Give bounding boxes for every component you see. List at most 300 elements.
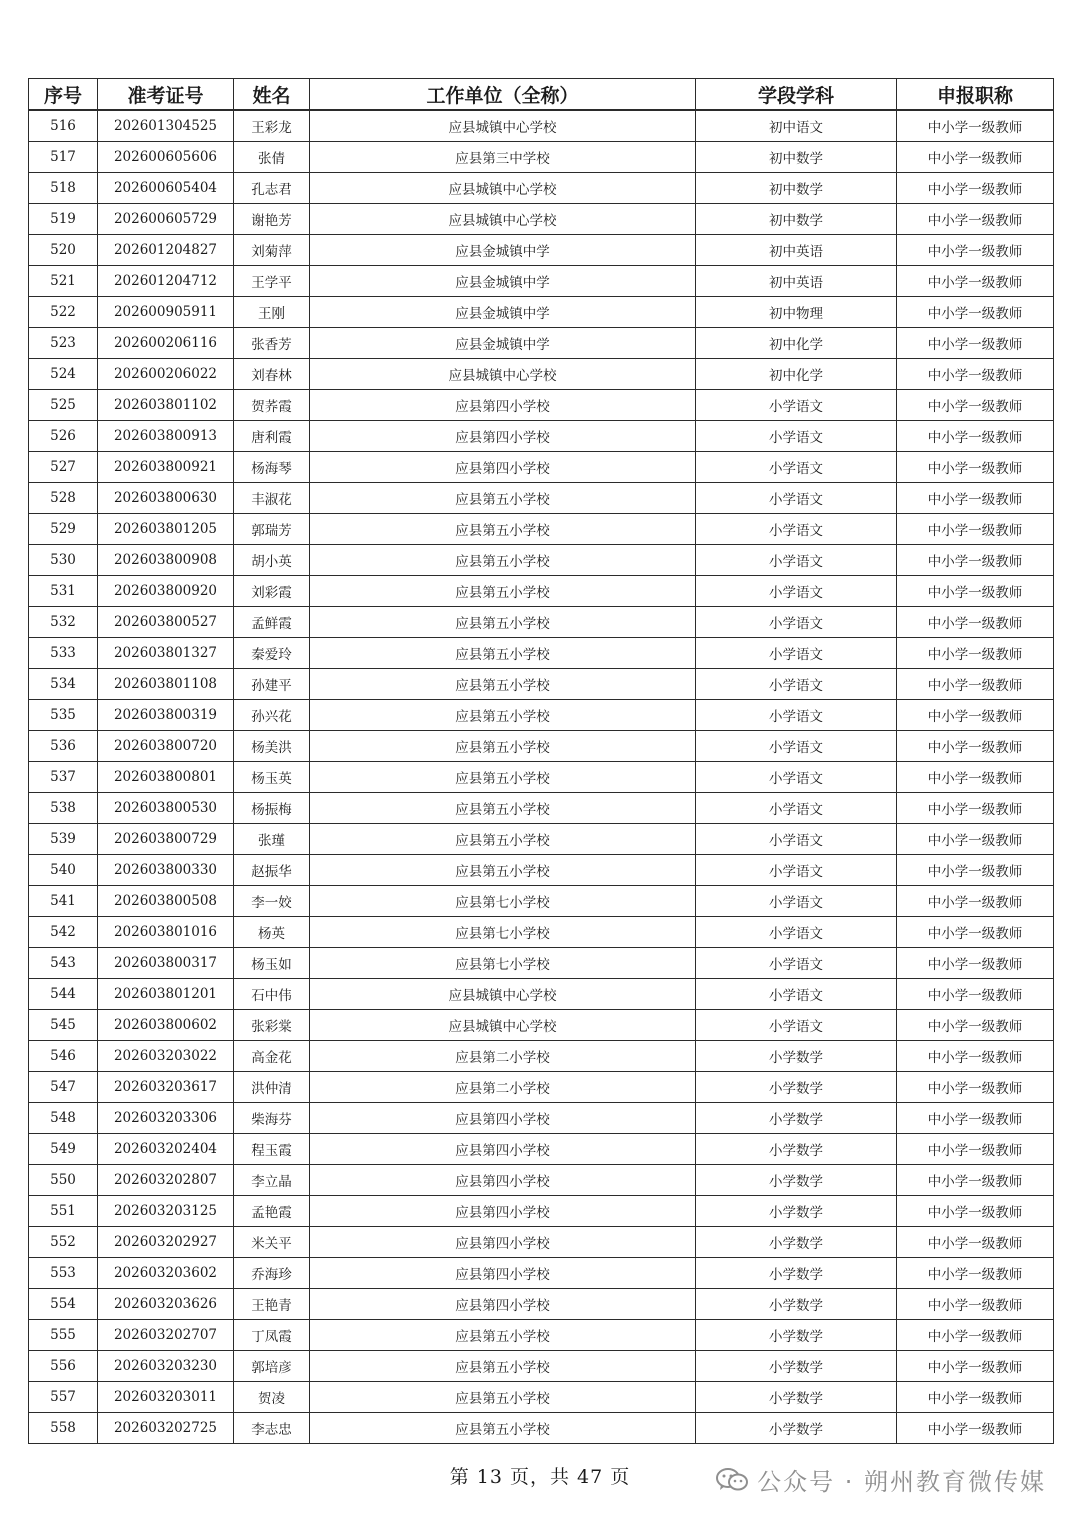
cell-name: 胡小英 bbox=[234, 545, 310, 576]
cell-name: 张彩棠 bbox=[234, 1010, 310, 1041]
cell-title: 中小学一级教师 bbox=[897, 452, 1054, 483]
cell-workplace: 应县第四小学校 bbox=[310, 1165, 696, 1196]
cell-exam-id: 202600905911 bbox=[98, 297, 234, 328]
cell-exam-id: 202603203626 bbox=[98, 1289, 234, 1320]
cell-title: 中小学一级教师 bbox=[897, 576, 1054, 607]
cell-seq: 528 bbox=[29, 483, 98, 514]
cell-name: 杨玉如 bbox=[234, 948, 310, 979]
cell-name: 丰淑花 bbox=[234, 483, 310, 514]
cell-title: 中小学一级教师 bbox=[897, 328, 1054, 359]
cell-workplace: 应县第五小学校 bbox=[310, 576, 696, 607]
cell-name: 孙建平 bbox=[234, 669, 310, 700]
cell-exam-id: 202603203011 bbox=[98, 1382, 234, 1413]
table-row bbox=[29, 1382, 1054, 1413]
table-row bbox=[29, 1165, 1054, 1196]
cell-title: 中小学一级教师 bbox=[897, 793, 1054, 824]
cell-exam-id: 202603801201 bbox=[98, 979, 234, 1010]
cell-subject: 小学语文 bbox=[696, 979, 897, 1010]
cell-workplace: 应县第五小学校 bbox=[310, 731, 696, 762]
table-row bbox=[29, 297, 1054, 328]
cell-exam-id: 202600206022 bbox=[98, 359, 234, 390]
cell-subject: 小学语文 bbox=[696, 824, 897, 855]
cell-workplace: 应县第三中学校 bbox=[310, 142, 696, 173]
cell-exam-id: 202603800908 bbox=[98, 545, 234, 576]
cell-exam-id: 202603202725 bbox=[98, 1413, 234, 1444]
cell-title: 中小学一级教师 bbox=[897, 390, 1054, 421]
cell-subject: 小学语文 bbox=[696, 483, 897, 514]
cell-subject: 小学数学 bbox=[696, 1227, 897, 1258]
cell-exam-id: 202603800319 bbox=[98, 700, 234, 731]
cell-seq: 517 bbox=[29, 142, 98, 173]
cell-exam-id: 202603801108 bbox=[98, 669, 234, 700]
watermark bbox=[715, 1462, 1046, 1497]
cell-title: 中小学一级教师 bbox=[897, 700, 1054, 731]
cell-workplace: 应县第五小学校 bbox=[310, 855, 696, 886]
table-row bbox=[29, 1227, 1054, 1258]
cell-seq: 527 bbox=[29, 452, 98, 483]
cell-exam-id: 202603800630 bbox=[98, 483, 234, 514]
cell-exam-id: 202600605404 bbox=[98, 173, 234, 204]
cell-exam-id: 202601204712 bbox=[98, 266, 234, 297]
cell-seq: 525 bbox=[29, 390, 98, 421]
table-row bbox=[29, 731, 1054, 762]
header-row bbox=[29, 79, 1054, 111]
cell-name: 贺荞霞 bbox=[234, 390, 310, 421]
cell-exam-id: 202603800913 bbox=[98, 421, 234, 452]
table-row bbox=[29, 359, 1054, 390]
cell-exam-id: 202603800530 bbox=[98, 793, 234, 824]
cell-seq: 540 bbox=[29, 855, 98, 886]
cell-workplace: 应县第五小学校 bbox=[310, 669, 696, 700]
cell-exam-id: 202600605729 bbox=[98, 204, 234, 235]
cell-workplace: 应县第五小学校 bbox=[310, 700, 696, 731]
cell-exam-id: 202603800317 bbox=[98, 948, 234, 979]
table-body bbox=[29, 110, 1054, 1444]
cell-seq: 551 bbox=[29, 1196, 98, 1227]
cell-seq: 535 bbox=[29, 700, 98, 731]
cell-name: 王彩龙 bbox=[234, 110, 310, 142]
table-row bbox=[29, 545, 1054, 576]
cell-exam-id: 202603203230 bbox=[98, 1351, 234, 1382]
cell-name: 王学平 bbox=[234, 266, 310, 297]
cell-name: 李立晶 bbox=[234, 1165, 310, 1196]
cell-subject: 小学语文 bbox=[696, 514, 897, 545]
cell-name: 王艳青 bbox=[234, 1289, 310, 1320]
table-row bbox=[29, 979, 1054, 1010]
table-row bbox=[29, 948, 1054, 979]
cell-name: 孟艳霞 bbox=[234, 1196, 310, 1227]
cell-subject: 小学语文 bbox=[696, 762, 897, 793]
cell-exam-id: 202601204827 bbox=[98, 235, 234, 266]
cell-workplace: 应县第四小学校 bbox=[310, 1103, 696, 1134]
table-row bbox=[29, 886, 1054, 917]
cell-subject: 小学语文 bbox=[696, 855, 897, 886]
cell-seq: 554 bbox=[29, 1289, 98, 1320]
table-row bbox=[29, 483, 1054, 514]
cell-name: 孔志君 bbox=[234, 173, 310, 204]
cell-workplace: 应县城镇中心学校 bbox=[310, 173, 696, 204]
cell-seq: 522 bbox=[29, 297, 98, 328]
cell-exam-id: 202603800527 bbox=[98, 607, 234, 638]
cell-workplace: 应县第五小学校 bbox=[310, 1413, 696, 1444]
cell-subject: 初中化学 bbox=[696, 328, 897, 359]
cell-subject: 小学语文 bbox=[696, 607, 897, 638]
cell-name: 洪仲清 bbox=[234, 1072, 310, 1103]
table-row bbox=[29, 1072, 1054, 1103]
cell-workplace: 应县第四小学校 bbox=[310, 390, 696, 421]
cell-subject: 小学数学 bbox=[696, 1041, 897, 1072]
cell-name: 李志忠 bbox=[234, 1413, 310, 1444]
cell-exam-id: 202603801102 bbox=[98, 390, 234, 421]
cell-subject: 小学数学 bbox=[696, 1072, 897, 1103]
cell-workplace: 应县城镇中心学校 bbox=[310, 204, 696, 235]
cell-seq: 556 bbox=[29, 1351, 98, 1382]
table-row bbox=[29, 638, 1054, 669]
cell-workplace: 应县第二小学校 bbox=[310, 1041, 696, 1072]
header-workplace: 工作单位（全称） bbox=[310, 79, 696, 111]
cell-title: 中小学一级教师 bbox=[897, 979, 1054, 1010]
table-row bbox=[29, 1320, 1054, 1351]
cell-seq: 541 bbox=[29, 886, 98, 917]
cell-subject: 初中物理 bbox=[696, 297, 897, 328]
cell-seq: 558 bbox=[29, 1413, 98, 1444]
cell-name: 丁凤霞 bbox=[234, 1320, 310, 1351]
table-row bbox=[29, 1351, 1054, 1382]
cell-title: 中小学一级教师 bbox=[897, 110, 1054, 142]
cell-workplace: 应县城镇中心学校 bbox=[310, 110, 696, 142]
table-row bbox=[29, 1010, 1054, 1041]
cell-name: 贺凌 bbox=[234, 1382, 310, 1413]
cell-workplace: 应县第五小学校 bbox=[310, 1351, 696, 1382]
cell-exam-id: 202603202927 bbox=[98, 1227, 234, 1258]
cell-seq: 547 bbox=[29, 1072, 98, 1103]
cell-title: 中小学一级教师 bbox=[897, 607, 1054, 638]
table-row bbox=[29, 669, 1054, 700]
cell-workplace: 应县第五小学校 bbox=[310, 824, 696, 855]
cell-title: 中小学一级教师 bbox=[897, 948, 1054, 979]
roster-table bbox=[28, 78, 1054, 1444]
cell-name: 石中伟 bbox=[234, 979, 310, 1010]
cell-title: 中小学一级教师 bbox=[897, 204, 1054, 235]
table-row bbox=[29, 173, 1054, 204]
header-name: 姓名 bbox=[234, 79, 310, 111]
cell-title: 中小学一级教师 bbox=[897, 1103, 1054, 1134]
cell-name: 谢艳芳 bbox=[234, 204, 310, 235]
cell-workplace: 应县第四小学校 bbox=[310, 1289, 696, 1320]
cell-workplace: 应县第五小学校 bbox=[310, 1382, 696, 1413]
header-seq: 序号 bbox=[29, 79, 98, 111]
cell-workplace: 应县第七小学校 bbox=[310, 886, 696, 917]
cell-workplace: 应县城镇中心学校 bbox=[310, 979, 696, 1010]
cell-subject: 小学语文 bbox=[696, 545, 897, 576]
cell-workplace: 应县城镇中心学校 bbox=[310, 359, 696, 390]
cell-title: 中小学一级教师 bbox=[897, 1413, 1054, 1444]
header-exam-id: 准考证号 bbox=[98, 79, 234, 111]
cell-subject: 小学数学 bbox=[696, 1103, 897, 1134]
table-row bbox=[29, 855, 1054, 886]
cell-seq: 555 bbox=[29, 1320, 98, 1351]
cell-workplace: 应县第四小学校 bbox=[310, 421, 696, 452]
table-row bbox=[29, 1196, 1054, 1227]
cell-title: 中小学一级教师 bbox=[897, 855, 1054, 886]
cell-workplace: 应县金城镇中学 bbox=[310, 266, 696, 297]
cell-exam-id: 202603203602 bbox=[98, 1258, 234, 1289]
page-number: 第 13 页，共 47 页 bbox=[449, 1466, 631, 1488]
cell-seq: 530 bbox=[29, 545, 98, 576]
cell-seq: 532 bbox=[29, 607, 98, 638]
cell-seq: 539 bbox=[29, 824, 98, 855]
cell-workplace: 应县金城镇中学 bbox=[310, 297, 696, 328]
watermark-text: 公众号 · 朔州教育微传媒 bbox=[757, 1468, 1046, 1496]
cell-subject: 小学语文 bbox=[696, 638, 897, 669]
cell-title: 中小学一级教师 bbox=[897, 142, 1054, 173]
table-row bbox=[29, 204, 1054, 235]
cell-exam-id: 202603800508 bbox=[98, 886, 234, 917]
cell-exam-id: 202603801016 bbox=[98, 917, 234, 948]
cell-subject: 小学语文 bbox=[696, 731, 897, 762]
cell-name: 张倩 bbox=[234, 142, 310, 173]
cell-name: 秦爱玲 bbox=[234, 638, 310, 669]
cell-name: 孙兴花 bbox=[234, 700, 310, 731]
cell-seq: 548 bbox=[29, 1103, 98, 1134]
cell-title: 中小学一级教师 bbox=[897, 545, 1054, 576]
cell-seq: 546 bbox=[29, 1041, 98, 1072]
cell-seq: 557 bbox=[29, 1382, 98, 1413]
cell-seq: 534 bbox=[29, 669, 98, 700]
cell-title: 中小学一级教师 bbox=[897, 1041, 1054, 1072]
cell-subject: 初中英语 bbox=[696, 266, 897, 297]
header-subject: 学段学科 bbox=[696, 79, 897, 111]
cell-workplace: 应县第五小学校 bbox=[310, 514, 696, 545]
cell-subject: 小学语文 bbox=[696, 948, 897, 979]
cell-workplace: 应县金城镇中学 bbox=[310, 235, 696, 266]
cell-seq: 526 bbox=[29, 421, 98, 452]
cell-title: 中小学一级教师 bbox=[897, 1010, 1054, 1041]
cell-exam-id: 202603800920 bbox=[98, 576, 234, 607]
cell-name: 程玉霞 bbox=[234, 1134, 310, 1165]
page-footer bbox=[0, 1460, 1080, 1496]
cell-seq: 544 bbox=[29, 979, 98, 1010]
table-row bbox=[29, 700, 1054, 731]
cell-title: 中小学一级教师 bbox=[897, 1320, 1054, 1351]
cell-name: 王刚 bbox=[234, 297, 310, 328]
cell-title: 中小学一级教师 bbox=[897, 1196, 1054, 1227]
cell-exam-id: 202603801327 bbox=[98, 638, 234, 669]
cell-seq: 531 bbox=[29, 576, 98, 607]
cell-exam-id: 202603203306 bbox=[98, 1103, 234, 1134]
cell-workplace: 应县第五小学校 bbox=[310, 607, 696, 638]
cell-seq: 518 bbox=[29, 173, 98, 204]
cell-name: 高金花 bbox=[234, 1041, 310, 1072]
cell-exam-id: 202603202807 bbox=[98, 1165, 234, 1196]
cell-seq: 545 bbox=[29, 1010, 98, 1041]
cell-name: 杨玉英 bbox=[234, 762, 310, 793]
cell-workplace: 应县第四小学校 bbox=[310, 1196, 696, 1227]
cell-seq: 519 bbox=[29, 204, 98, 235]
cell-name: 张香芳 bbox=[234, 328, 310, 359]
cell-title: 中小学一级教师 bbox=[897, 886, 1054, 917]
cell-exam-id: 202603203617 bbox=[98, 1072, 234, 1103]
cell-workplace: 应县第五小学校 bbox=[310, 638, 696, 669]
cell-title: 中小学一级教师 bbox=[897, 917, 1054, 948]
cell-title: 中小学一级教师 bbox=[897, 173, 1054, 204]
cell-title: 中小学一级教师 bbox=[897, 824, 1054, 855]
cell-workplace: 应县第五小学校 bbox=[310, 1320, 696, 1351]
table-row bbox=[29, 235, 1054, 266]
table-row bbox=[29, 110, 1054, 142]
cell-name: 刘菊萍 bbox=[234, 235, 310, 266]
cell-name: 杨英 bbox=[234, 917, 310, 948]
cell-name: 米关平 bbox=[234, 1227, 310, 1258]
cell-name: 张瑾 bbox=[234, 824, 310, 855]
cell-title: 中小学一级教师 bbox=[897, 266, 1054, 297]
cell-title: 中小学一级教师 bbox=[897, 421, 1054, 452]
wechat-icon bbox=[715, 1467, 749, 1493]
cell-exam-id: 202600206116 bbox=[98, 328, 234, 359]
cell-workplace: 应县第五小学校 bbox=[310, 762, 696, 793]
cell-seq: 529 bbox=[29, 514, 98, 545]
cell-seq: 538 bbox=[29, 793, 98, 824]
cell-exam-id: 202603800921 bbox=[98, 452, 234, 483]
cell-workplace: 应县第四小学校 bbox=[310, 1227, 696, 1258]
cell-exam-id: 202600605606 bbox=[98, 142, 234, 173]
cell-seq: 523 bbox=[29, 328, 98, 359]
cell-title: 中小学一级教师 bbox=[897, 1258, 1054, 1289]
cell-name: 刘春林 bbox=[234, 359, 310, 390]
cell-subject: 初中数学 bbox=[696, 173, 897, 204]
cell-title: 中小学一级教师 bbox=[897, 762, 1054, 793]
table-row bbox=[29, 917, 1054, 948]
cell-name: 柴海芬 bbox=[234, 1103, 310, 1134]
table-row bbox=[29, 452, 1054, 483]
table-row bbox=[29, 328, 1054, 359]
cell-name: 乔海珍 bbox=[234, 1258, 310, 1289]
cell-title: 中小学一级教师 bbox=[897, 638, 1054, 669]
header-title: 申报职称 bbox=[897, 79, 1054, 111]
table-row bbox=[29, 1258, 1054, 1289]
cell-subject: 小学数学 bbox=[696, 1258, 897, 1289]
table-row bbox=[29, 390, 1054, 421]
cell-workplace: 应县第二小学校 bbox=[310, 1072, 696, 1103]
cell-title: 中小学一级教师 bbox=[897, 1072, 1054, 1103]
cell-subject: 小学语文 bbox=[696, 700, 897, 731]
cell-subject: 小学数学 bbox=[696, 1320, 897, 1351]
table-row bbox=[29, 266, 1054, 297]
cell-seq: 537 bbox=[29, 762, 98, 793]
cell-exam-id: 202603202404 bbox=[98, 1134, 234, 1165]
cell-name: 赵振华 bbox=[234, 855, 310, 886]
cell-workplace: 应县第五小学校 bbox=[310, 483, 696, 514]
cell-name: 郭瑞芳 bbox=[234, 514, 310, 545]
cell-subject: 小学语文 bbox=[696, 917, 897, 948]
cell-name: 杨振梅 bbox=[234, 793, 310, 824]
cell-exam-id: 202603801205 bbox=[98, 514, 234, 545]
cell-seq: 533 bbox=[29, 638, 98, 669]
cell-title: 中小学一级教师 bbox=[897, 1134, 1054, 1165]
cell-name: 唐利霞 bbox=[234, 421, 310, 452]
cell-exam-id: 202603202707 bbox=[98, 1320, 234, 1351]
table-row bbox=[29, 607, 1054, 638]
cell-name: 刘彩霞 bbox=[234, 576, 310, 607]
table-row bbox=[29, 1103, 1054, 1134]
table-row bbox=[29, 1134, 1054, 1165]
cell-seq: 524 bbox=[29, 359, 98, 390]
cell-seq: 549 bbox=[29, 1134, 98, 1165]
cell-subject: 小学语文 bbox=[696, 390, 897, 421]
cell-name: 郭培彦 bbox=[234, 1351, 310, 1382]
cell-subject: 小学数学 bbox=[696, 1165, 897, 1196]
cell-workplace: 应县第四小学校 bbox=[310, 452, 696, 483]
cell-subject: 小学数学 bbox=[696, 1289, 897, 1320]
cell-workplace: 应县金城镇中学 bbox=[310, 328, 696, 359]
cell-subject: 小学语文 bbox=[696, 793, 897, 824]
cell-seq: 552 bbox=[29, 1227, 98, 1258]
cell-seq: 520 bbox=[29, 235, 98, 266]
cell-subject: 初中化学 bbox=[696, 359, 897, 390]
cell-subject: 小学语文 bbox=[696, 886, 897, 917]
cell-exam-id: 202603800729 bbox=[98, 824, 234, 855]
cell-seq: 553 bbox=[29, 1258, 98, 1289]
table-row bbox=[29, 793, 1054, 824]
table-row bbox=[29, 514, 1054, 545]
cell-title: 中小学一级教师 bbox=[897, 514, 1054, 545]
cell-exam-id: 202603800602 bbox=[98, 1010, 234, 1041]
cell-seq: 536 bbox=[29, 731, 98, 762]
cell-title: 中小学一级教师 bbox=[897, 669, 1054, 700]
cell-seq: 521 bbox=[29, 266, 98, 297]
cell-seq: 516 bbox=[29, 110, 98, 142]
cell-subject: 初中语文 bbox=[696, 110, 897, 142]
cell-workplace: 应县第五小学校 bbox=[310, 545, 696, 576]
cell-subject: 小学数学 bbox=[696, 1413, 897, 1444]
cell-seq: 543 bbox=[29, 948, 98, 979]
cell-subject: 小学数学 bbox=[696, 1382, 897, 1413]
cell-title: 中小学一级教师 bbox=[897, 1227, 1054, 1258]
cell-title: 中小学一级教师 bbox=[897, 1165, 1054, 1196]
cell-workplace: 应县第七小学校 bbox=[310, 917, 696, 948]
cell-title: 中小学一级教师 bbox=[897, 1289, 1054, 1320]
cell-subject: 小学语文 bbox=[696, 452, 897, 483]
cell-title: 中小学一级教师 bbox=[897, 297, 1054, 328]
cell-title: 中小学一级教师 bbox=[897, 1351, 1054, 1382]
cell-seq: 542 bbox=[29, 917, 98, 948]
cell-title: 中小学一级教师 bbox=[897, 359, 1054, 390]
table-row bbox=[29, 142, 1054, 173]
cell-workplace: 应县第五小学校 bbox=[310, 793, 696, 824]
cell-workplace: 应县第四小学校 bbox=[310, 1258, 696, 1289]
cell-subject: 初中数学 bbox=[696, 142, 897, 173]
cell-workplace: 应县城镇中心学校 bbox=[310, 1010, 696, 1041]
cell-workplace: 应县第四小学校 bbox=[310, 1134, 696, 1165]
cell-name: 李一姣 bbox=[234, 886, 310, 917]
cell-exam-id: 202601304525 bbox=[98, 110, 234, 142]
cell-exam-id: 202603800801 bbox=[98, 762, 234, 793]
cell-subject: 小学语文 bbox=[696, 1010, 897, 1041]
cell-subject: 小学语文 bbox=[696, 421, 897, 452]
table-row bbox=[29, 762, 1054, 793]
cell-name: 杨海琴 bbox=[234, 452, 310, 483]
cell-subject: 初中英语 bbox=[696, 235, 897, 266]
cell-workplace: 应县第七小学校 bbox=[310, 948, 696, 979]
cell-title: 中小学一级教师 bbox=[897, 483, 1054, 514]
cell-title: 中小学一级教师 bbox=[897, 235, 1054, 266]
table-row bbox=[29, 1289, 1054, 1320]
table-row bbox=[29, 576, 1054, 607]
cell-subject: 小学语文 bbox=[696, 576, 897, 607]
cell-exam-id: 202603800720 bbox=[98, 731, 234, 762]
cell-title: 中小学一级教师 bbox=[897, 1382, 1054, 1413]
table-row bbox=[29, 1413, 1054, 1444]
